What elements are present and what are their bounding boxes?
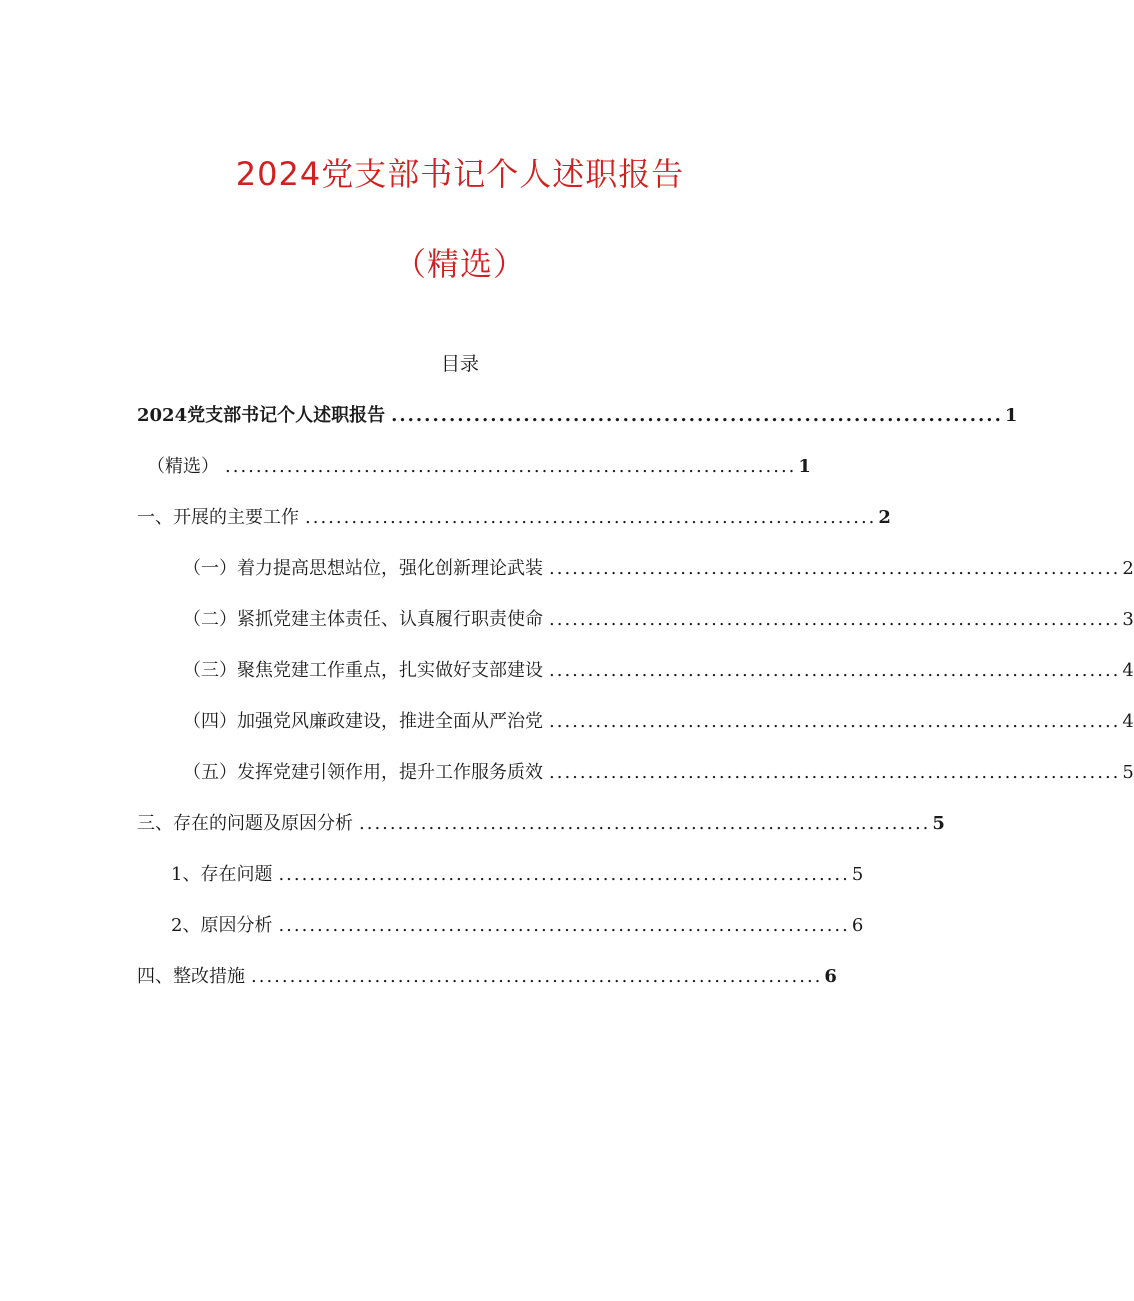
document-subtitle: （精选） [393, 245, 526, 283]
toc-entry-label: 1、存在问题 [171, 864, 273, 885]
toc-entry-subsection-3[interactable] [183, 656, 1134, 686]
toc-entry-title[interactable] [137, 401, 1018, 431]
toc-entry-label: （五）发挥党建引领作用，提升工作服务质效 [183, 762, 543, 783]
toc-heading: 目录 [440, 353, 479, 375]
toc-entry-label: 四、整改措施 [137, 966, 245, 987]
toc-entry-page: 1 [1004, 405, 1018, 426]
toc-entry-page: 2 [878, 507, 891, 528]
toc-entry-page: 5 [932, 813, 945, 834]
toc-dot-leader: .......................................................................... [225, 456, 797, 477]
toc-entry-page: 6 [851, 915, 864, 936]
toc-entry-label: （四）加强党风廉政建设，推进全面从严治党 [183, 711, 543, 732]
toc-entry-section-1[interactable] [137, 503, 891, 533]
toc-entry-subsection-4[interactable] [183, 707, 1134, 737]
toc-entry-page: 5 [851, 864, 864, 885]
toc-entry-subsection-5[interactable] [183, 758, 1134, 788]
toc-dot-leader: .......................................................................... [391, 405, 1003, 426]
toc-dot-leader: .......................................................................... [278, 864, 850, 885]
toc-entry-subsection-1[interactable] [183, 554, 1134, 584]
toc-entry-label: 一、开展的主要工作 [137, 507, 299, 528]
toc-dot-leader: .......................................................................... [549, 711, 1121, 732]
toc-entry-label: （三）聚焦党建工作重点，扎实做好支部建设 [183, 660, 543, 681]
toc-entry-label: （一）着力提高思想站位，强化创新理论武装 [183, 558, 543, 579]
toc-dot-leader: .......................................................................... [549, 660, 1121, 681]
toc-entry-label: 2、原因分析 [171, 915, 273, 936]
toc-entry-page: 6 [824, 966, 837, 987]
toc-entry-label: （二）紧抓党建主体责任、认真履行职责使命 [183, 609, 543, 630]
toc-entry-page: 2 [1122, 558, 1134, 579]
toc-entry-item-1[interactable] [171, 860, 864, 890]
toc-dot-leader: .......................................................................... [359, 813, 931, 834]
toc-dot-leader: .......................................................................... [278, 915, 850, 936]
toc-entry-page: 5 [1122, 762, 1134, 783]
toc-dot-leader: .......................................................................... [251, 966, 823, 987]
toc-dot-leader: .......................................................................... [549, 762, 1121, 783]
toc-entry-item-2[interactable] [171, 911, 864, 941]
toc-dot-leader: .......................................................................... [549, 558, 1121, 579]
toc-entry-label: 2024党支部书记个人述职报告 [137, 405, 386, 426]
toc-entry-label: 三、存在的问题及原因分析 [137, 813, 353, 834]
toc-dot-leader: .......................................................................... [549, 609, 1121, 630]
toc-entry-page: 4 [1122, 660, 1134, 681]
toc-entry-subsection-2[interactable] [183, 605, 1134, 635]
toc-entry-section-3[interactable] [137, 809, 945, 839]
toc-entry-subtitle[interactable] [147, 452, 811, 482]
toc-entry-section-4[interactable] [137, 962, 837, 992]
toc-entry-label: （精选） [147, 456, 219, 477]
document-title: 2024党支部书记个人述职报告 [235, 155, 685, 193]
toc-dot-leader: .......................................................................... [305, 507, 877, 528]
toc-entry-page: 1 [798, 456, 811, 477]
toc-entry-page: 4 [1122, 711, 1134, 732]
toc-entry-page: 3 [1122, 609, 1134, 630]
